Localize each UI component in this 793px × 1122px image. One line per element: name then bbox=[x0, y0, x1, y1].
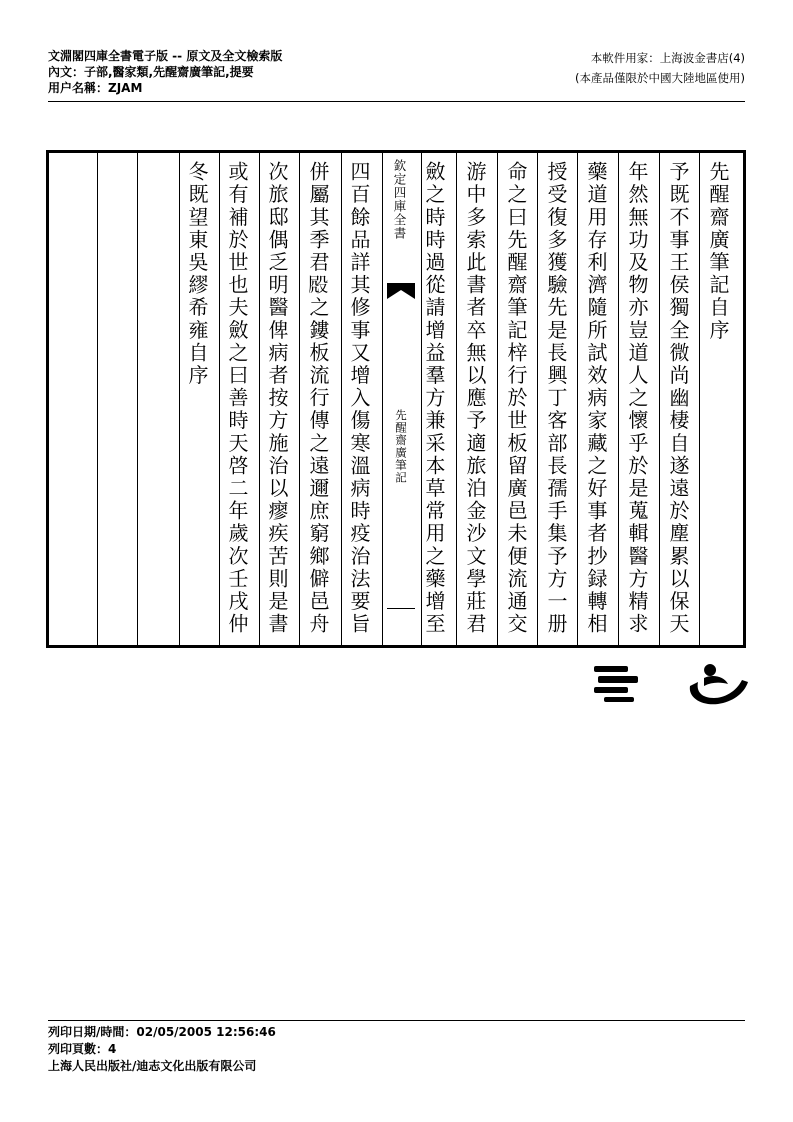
column-divider bbox=[179, 153, 180, 645]
text-column: 命之曰先醒齋筆記梓行於世板留廣邑未便流通交 bbox=[504, 161, 528, 636]
column-divider bbox=[577, 153, 578, 645]
user-label: 用户名稱： bbox=[48, 81, 109, 95]
text-column: 冬既望東吳繆希雍自序 bbox=[185, 161, 209, 387]
header-right bbox=[575, 48, 745, 88]
text-frame bbox=[46, 150, 746, 648]
fish-tail-mark bbox=[387, 283, 415, 299]
footer-divider bbox=[48, 1020, 745, 1021]
column-divider bbox=[219, 153, 220, 645]
center-rule bbox=[387, 608, 415, 609]
header-left bbox=[48, 48, 282, 96]
column-divider bbox=[97, 153, 98, 645]
column-divider bbox=[137, 153, 138, 645]
print-datetime: 列印日期/時間：02/05/2005 12:56:46 bbox=[48, 1025, 276, 1039]
column-divider bbox=[659, 153, 660, 645]
text-column: 斂之時時過從請增益羣方兼采本草常用之藥增至 bbox=[422, 161, 446, 636]
column-divider bbox=[341, 153, 342, 645]
text-column: 藥道用存利濟隨所試效病家藏之好事者抄録轉相 bbox=[584, 161, 608, 636]
header-region-notice: (本產品僅限於中國大陸地區使用) bbox=[575, 71, 745, 85]
text-column: 年然無功及物亦豈道人之懷乎於是蒐輯醫方精求 bbox=[625, 161, 649, 636]
text-column: 次旅邸偶乏明醫俾病者按方施治以瘳疾苦則是書 bbox=[265, 161, 289, 636]
center-title: 欽定四庫全書 bbox=[392, 159, 407, 240]
column-divider bbox=[537, 153, 538, 645]
column-divider bbox=[699, 153, 700, 645]
text-column: 併屬其季君𣪍之鏤板流行傳之遠邇庶窮鄉僻邑舟 bbox=[306, 161, 330, 636]
header-licensee: 本軟件用家：上海波金書店(4) bbox=[590, 51, 745, 65]
column-divider bbox=[456, 153, 457, 645]
header-user bbox=[48, 80, 282, 96]
column-divider bbox=[299, 153, 300, 645]
column-divider bbox=[497, 153, 498, 645]
text-column: 授受復多獲驗先是長興丁客部長孺手集予方一册 bbox=[544, 161, 568, 636]
publisher-line: 上海人民出版社/迪志文化出版有限公司 bbox=[48, 1059, 257, 1073]
text-column: 四百餘品詳其修事又增入傷寒溫病時疫治法要旨 bbox=[347, 161, 371, 636]
publisher-logo bbox=[592, 658, 752, 710]
user-name: ZJAM bbox=[108, 81, 143, 95]
header-content-path: 內文：子部,醫家類,先醒齋廣筆記,提要 bbox=[48, 65, 254, 79]
text-column: 予既不事王侯獨全微尚幽棲自遂遠於塵累以保天 bbox=[666, 161, 690, 636]
column-divider bbox=[259, 153, 260, 645]
text-column: 先醒齋廣筆記自序 bbox=[706, 161, 730, 342]
text-column: 或有補於世也夫斂之曰善時天啓二年歲次壬戌仲 bbox=[225, 161, 249, 636]
footer bbox=[48, 1024, 276, 1075]
column-divider bbox=[618, 153, 619, 645]
header-divider bbox=[48, 101, 745, 102]
print-pages: 列印頁數：4 bbox=[48, 1042, 117, 1056]
column-divider bbox=[382, 153, 383, 645]
header-title: 文淵閣四庫全書電子版 -- 原文及全文檢索版 bbox=[48, 49, 283, 63]
text-column: 游中多索此書者卒無以應予適旅泊金沙文學莊君 bbox=[463, 161, 487, 636]
center-subtitle: 先醒齋廣筆記 bbox=[394, 409, 408, 484]
